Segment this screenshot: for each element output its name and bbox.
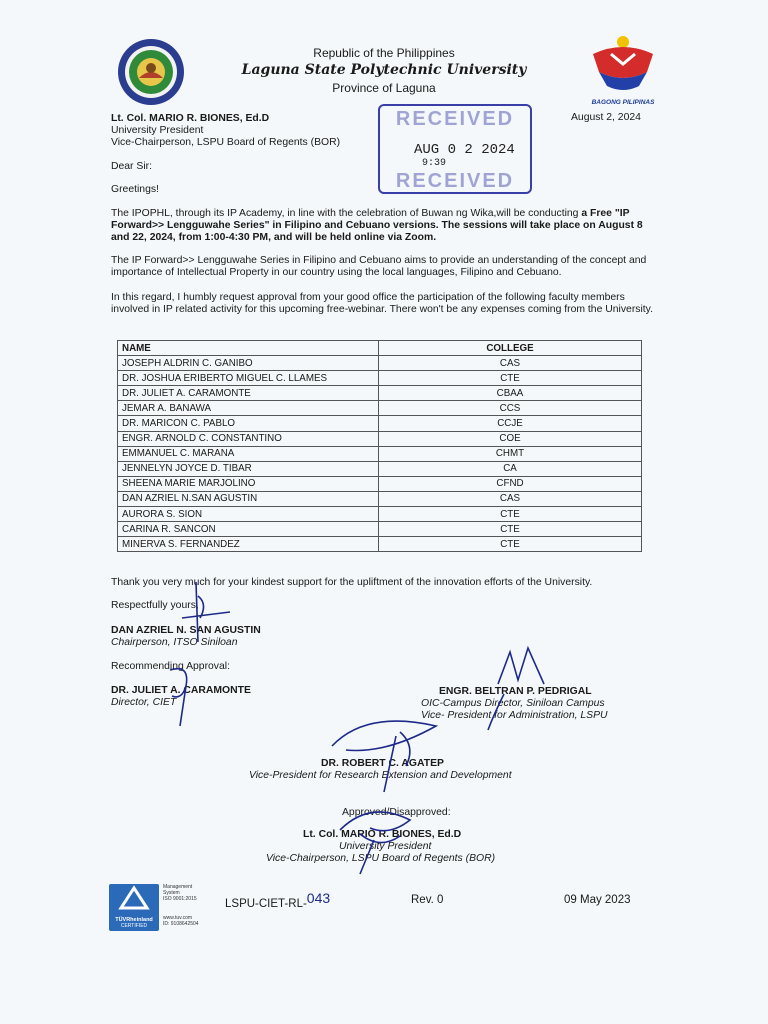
stamp-time: 9:39 (422, 158, 447, 169)
recommending-label: Recommending Approval: (111, 661, 230, 672)
iso-certification-badge (109, 884, 159, 931)
table-row (118, 446, 642, 461)
header-republic: Republic of the Philippines (313, 46, 455, 60)
college-cell: CAS (379, 356, 642, 371)
faculty-name-cell: SHEENA MARIE MARJOLINO (118, 476, 379, 491)
received-stamp (378, 104, 532, 194)
rec2-signature (484, 644, 554, 734)
closing-text: Thank you very much for your kindest support for the upliftment of the innovation efforts of the University. (111, 577, 593, 588)
college-cell: CFND (379, 476, 642, 491)
sender-name: DAN AZRIEL N. SAN AGUSTIN (111, 625, 261, 636)
college-cell: CTE (379, 371, 642, 386)
column-header-name: NAME (118, 341, 379, 356)
recipient-name: Lt. Col. MARIO R. BIONES, Ed.D (111, 113, 270, 124)
table-header-row (118, 341, 642, 356)
faculty-name-cell: JENNELYN JOYCE D. TIBAR (118, 461, 379, 476)
document-code (225, 890, 331, 910)
cert-id: ID: 9108642504 (163, 920, 199, 927)
college-cell: CTE (379, 507, 642, 522)
table-row (118, 401, 642, 416)
sender-signature (178, 578, 238, 650)
salutation: Dear Sir: (111, 161, 152, 172)
paragraph-intro-bold: a Free "IP Forward>> Lengguwahe Series" in Filipino and Cebuano versions. The sessions will take place on August 8 and 22, 2024, from 1:00-4:30 PM, and will be held online via Zoom. (111, 208, 643, 243)
cert-std: ISO 9001:2015 (163, 896, 197, 903)
table-row (118, 356, 642, 371)
paragraph-purpose: The IP Forward>> Lengguwahe Series in Filipino and Cebuano aims to provide an understanding of the concept and importance of Intellectual Property in our country using the local languages, Filipino and Cebuano. (111, 255, 647, 278)
cert-details (163, 884, 203, 927)
stamp-date: AUG 0 2 2024 (414, 142, 515, 158)
college-cell: CCS (379, 401, 642, 416)
document-code-prefix: LSPU-CIET-RL- (225, 898, 307, 910)
faculty-name-cell: EMMANUEL C. MARANA (118, 446, 379, 461)
college-cell: CTE (379, 537, 642, 552)
approved-label: Approved/Disapproved: (342, 807, 451, 818)
rec2-title2: Vice- President for Administration, LSPU (421, 710, 608, 721)
cert-brand: TÜVRheinland (115, 917, 153, 923)
paragraph-request: In this regard, I humbly request approval from your good office the participation of the following faculty members involved in IP related activity for this upcoming free-webinar. There won't be any expenses coming from the University. (111, 292, 653, 315)
table-row (118, 371, 642, 386)
cert-url: www.tuv.com (163, 914, 193, 921)
rec1-title: Director, CIET (111, 697, 177, 708)
cert-label: Management System (163, 884, 193, 897)
stamp-bottom-text: RECEIVED (395, 170, 515, 192)
recipient-title: University President (111, 125, 204, 136)
revision-date: 09 May 2023 (564, 894, 631, 906)
faculty-name-cell: DR. MARICON C. PABLO (118, 416, 379, 431)
table-row (118, 461, 642, 476)
bagong-pilipinas-logo (587, 32, 659, 106)
rec2-title: OIC-Campus Director, Siniloan Campus (421, 698, 605, 709)
table-row (118, 507, 642, 522)
paragraph-intro-text: The IPOPHL, through its IP Academy, in line with the celebration of Buwan ng Wika,will be conducting (111, 208, 582, 219)
faculty-name-cell: CARINA R. SANCON (118, 522, 379, 537)
revision: Rev. 0 (411, 894, 444, 906)
rec2-name: ENGR. BELTRAN P. PEDRIGAL (439, 686, 592, 697)
rec3-name: DR. ROBERT C. AGATEP (321, 758, 444, 769)
faculty-name-cell: AURORA S. SION (118, 507, 379, 522)
table-row (118, 386, 642, 401)
document-code-number: 043 (306, 890, 331, 906)
college-cell: CCJE (379, 416, 642, 431)
approver-title2: Vice-Chairperson, LSPU Board of Regents (BOR) (266, 853, 496, 864)
cert-word: CERTIFIED (120, 923, 148, 929)
rec1-name: DR. JULIET A. CARAMONTE (111, 685, 251, 696)
column-header-college: COLLEGE (379, 341, 642, 356)
greeting: Greetings! (111, 184, 159, 195)
header-university: Laguna State Polytechnic University (241, 62, 527, 78)
header-province: Province of Laguna (332, 81, 436, 95)
table-row (118, 537, 642, 552)
faculty-name-cell: DR. JULIET A. CARAMONTE (118, 386, 379, 401)
recipient-title2: Vice-Chairperson, LSPU Board of Regents (BOR) (111, 137, 341, 148)
college-cell: CHMT (379, 446, 642, 461)
table-row (118, 476, 642, 491)
college-cell: CBAA (379, 386, 642, 401)
faculty-name-cell: JOSEPH ALDRIN C. GANIBO (118, 356, 379, 371)
college-cell: COE (379, 431, 642, 446)
faculty-name-cell: DR. JOSHUA ERIBERTO MIGUEL C. LLAMES (118, 371, 379, 386)
approver-title: University President (339, 841, 432, 852)
respectfully: Respectfully yours, (111, 600, 199, 611)
table-row (118, 431, 642, 446)
table-row (118, 416, 642, 431)
bagong-pilipinas-text: BAGONG PILIPINAS (591, 99, 655, 106)
paragraph-intro (111, 208, 657, 244)
faculty-name-cell: MINERVA S. FERNANDEZ (118, 537, 379, 552)
approver-signature (330, 800, 430, 876)
table-row (118, 491, 642, 506)
faculty-table (117, 340, 642, 552)
rec3-title: Vice-President for Research Extension and Development (249, 770, 512, 781)
letter-date: August 2, 2024 (571, 112, 641, 123)
faculty-name-cell: JEMAR A. BANAWA (118, 401, 379, 416)
stamp-top-text: RECEIVED (395, 108, 515, 130)
approver-name: Lt. Col. MARIO R. BIONES, Ed.D (303, 829, 462, 840)
college-cell: CTE (379, 522, 642, 537)
faculty-name-cell: ENGR. ARNOLD C. CONSTANTINO (118, 431, 379, 446)
table-row (118, 522, 642, 537)
rec3-signature (326, 706, 456, 796)
faculty-name-cell: DAN AZRIEL N.SAN AGUSTIN (118, 491, 379, 506)
rec1-signature (160, 660, 210, 730)
college-cell: CAS (379, 491, 642, 506)
sender-title: Chairperson, ITSO Siniloan (111, 637, 238, 648)
college-cell: CA (379, 461, 642, 476)
